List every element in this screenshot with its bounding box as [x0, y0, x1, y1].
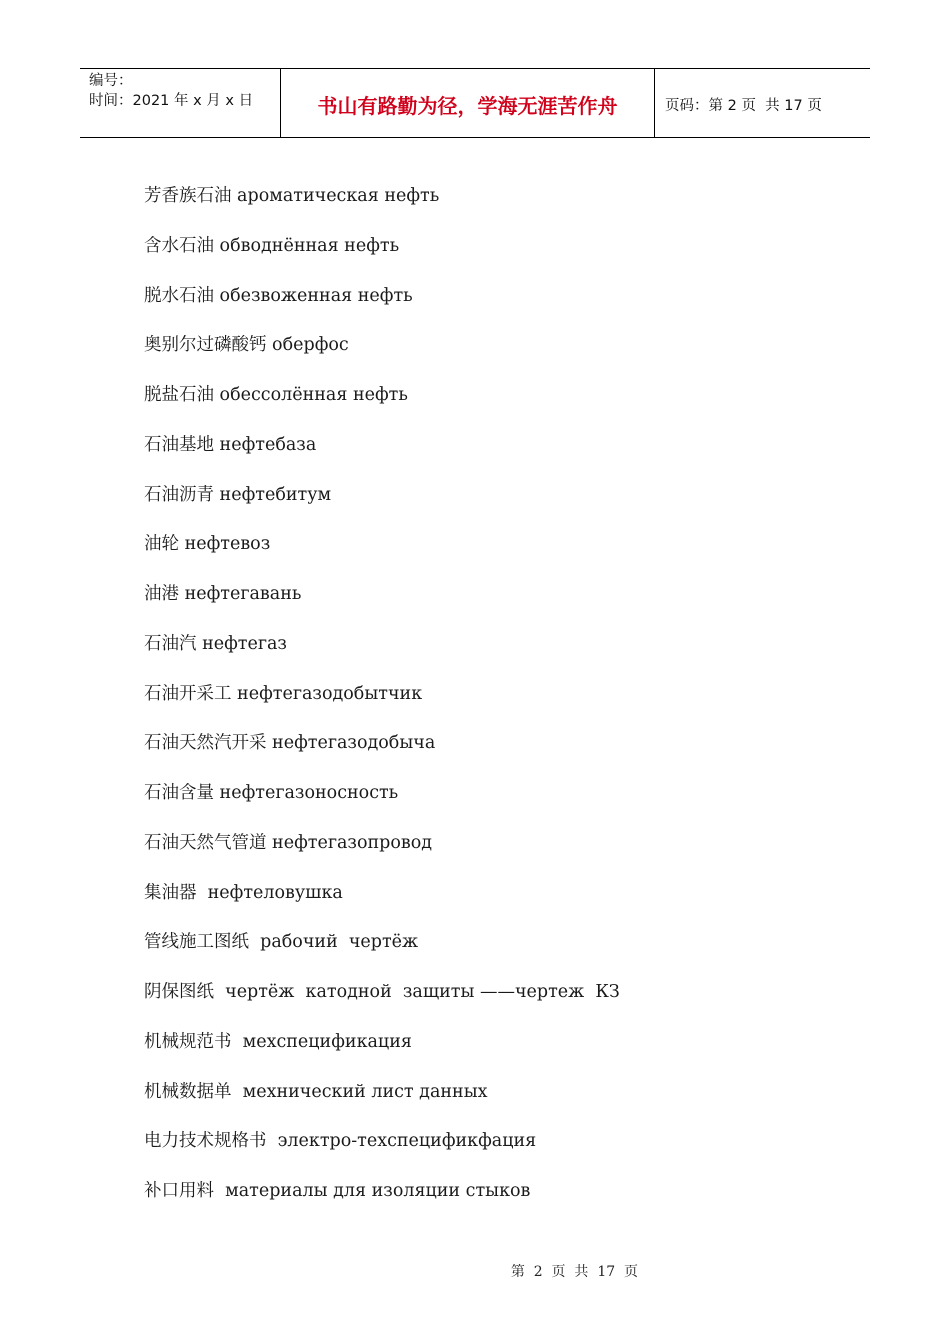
glossary-entry: 石油开采工 нефтегазодобытчик [144, 683, 423, 704]
glossary-entry: 石油天然汽开采 нефтегазодобыча [144, 733, 436, 754]
glossary-entry: 阴保图纸 чертёж катодной защиты ——чертеж КЗ [144, 982, 620, 1002]
footer-page-number: 第 2 页 共 17 页 [510, 1264, 639, 1280]
glossary-entry: 脱盐石油 обессолённая нефть [144, 385, 408, 405]
glossary-list [144, 180, 620, 1225]
page-footer [0, 1245, 950, 1281]
glossary-entry: 芳香族石油 ароматическая нефть [144, 186, 440, 206]
glossary-entry: 石油汽 нефтегаз [144, 633, 287, 654]
header-meta-cell [80, 69, 281, 137]
serial-number-label: 编号： [89, 73, 133, 89]
glossary-entry: 奥别尔过磷酸钙 оберфос [144, 335, 349, 356]
motto-text: 书山有路勤为径，学海无涯苦作舟 [317, 93, 618, 118]
glossary-entry: 石油沥青 нефтебитум [144, 484, 332, 505]
header-page-info: 页码：第 2 页 共 17 页 [665, 97, 822, 114]
glossary-entry: 石油天然气管道 нефтегазопровод [144, 832, 433, 853]
glossary-entry: 脱水石油 обезвоженная нефть [144, 285, 413, 306]
glossary-entry: 机械规范书 мехспецификация [144, 1031, 412, 1052]
glossary-entry: 补口用料 материалы для изоляции стыков [144, 1181, 531, 1201]
header-motto-cell [281, 69, 655, 137]
glossary-entry: 管线施工图纸 рабочий чертёж [144, 932, 419, 953]
glossary-entry: 石油基地 нефтебаза [144, 434, 317, 455]
glossary-entry: 油轮 нефтевоз [144, 534, 271, 555]
date-label: 时间：2021 年 x 月 x 日 [89, 93, 254, 109]
glossary-entry: 油港 нефтегавань [144, 584, 302, 604]
glossary-entry: 含水石油 обводнённая нефть [144, 235, 400, 256]
glossary-entry: 电力技术规格书 электро-техспецификфация [144, 1131, 537, 1152]
header-page-cell [655, 69, 870, 137]
glossary-entry: 集油器 нефтеловушка [144, 882, 343, 903]
glossary-entry: 机械数据单 мехнический лист данных [144, 1081, 488, 1102]
page-header [80, 68, 870, 138]
glossary-entry: 石油含量 нефтегазоносность [144, 783, 399, 803]
